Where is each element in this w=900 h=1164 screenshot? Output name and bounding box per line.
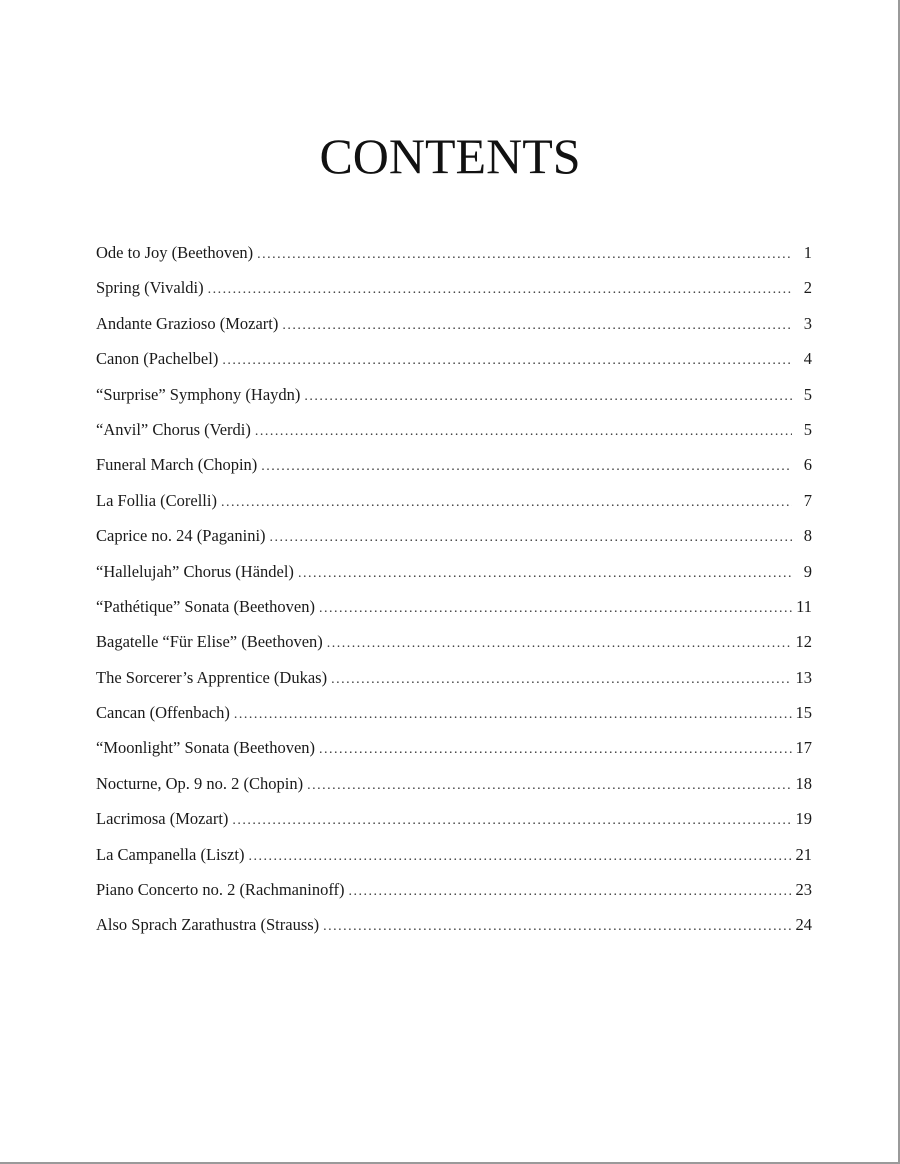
dot-leader [234, 701, 792, 729]
toc-entry-title: Funeral March (Chopin) [96, 455, 258, 475]
dot-leader [307, 772, 792, 800]
toc-entry-title: “Anvil” Chorus (Verdi) [96, 419, 251, 439]
dot-leader [222, 347, 792, 375]
dot-leader [319, 595, 792, 623]
dot-leader [208, 276, 792, 304]
toc-entry [96, 345, 812, 380]
toc-entry-title: “Moonlight” Sonata (Beethoven) [96, 738, 316, 758]
toc-entry-title: La Campanella (Liszt) [96, 844, 245, 864]
dot-leader [304, 383, 792, 411]
dot-leader [282, 312, 792, 340]
toc-entry-title: Bagatelle “Für Elise” (Beethoven) [96, 632, 323, 652]
toc-entry [96, 876, 812, 911]
toc-entry [96, 734, 812, 769]
toc-entry-page: 9 [803, 561, 812, 581]
toc-entry-title: The Sorcerer’s Apprentice (Dukas) [96, 667, 328, 687]
toc-entry-page: 21 [795, 844, 812, 864]
toc-entry [96, 805, 812, 840]
toc-entry [96, 911, 812, 946]
dot-leader [349, 878, 792, 906]
toc-entry-title: Cancan (Offenbach) [96, 703, 230, 723]
toc-entry [96, 451, 812, 486]
toc-entry-title: Ode to Joy (Beethoven) [96, 243, 254, 262]
dot-leader [298, 560, 792, 588]
toc-entry-page: 1 [803, 243, 812, 262]
toc-entry-title: “Surprise” Symphony (Haydn) [96, 384, 301, 404]
dot-leader [232, 807, 792, 835]
toc-entry [96, 416, 812, 451]
dot-leader [270, 524, 792, 552]
toc-entry [96, 628, 812, 663]
toc-entry-title: Andante Grazioso (Mozart) [96, 313, 279, 333]
table-of-contents [96, 239, 812, 947]
toc-entry [96, 274, 812, 309]
toc-entry [96, 310, 812, 345]
toc-entry [96, 770, 812, 805]
toc-entry-title: “Pathétique” Sonata (Beethoven) [96, 596, 316, 616]
toc-entry-title: Caprice no. 24 (Paganini) [96, 526, 266, 546]
toc-entry-page: 8 [803, 526, 812, 546]
toc-entry-title: “Hallelujah” Chorus (Händel) [96, 561, 294, 581]
toc-entry-page: 12 [795, 632, 812, 652]
toc-entry [96, 558, 812, 593]
toc-entry-page: 17 [795, 738, 812, 758]
dot-leader [319, 736, 792, 764]
toc-entry-page: 18 [795, 773, 812, 793]
dot-leader [255, 418, 792, 446]
toc-entry-title: Piano Concerto no. 2 (Rachmaninoff) [96, 880, 345, 900]
toc-entry-title: Nocturne, Op. 9 no. 2 (Chopin) [96, 773, 304, 793]
page-title: CONTENTS [319, 128, 581, 184]
toc-entry-page: 11 [796, 596, 812, 616]
toc-entry [96, 239, 812, 274]
dot-leader [221, 489, 792, 517]
toc-entry [96, 841, 812, 876]
toc-entry-page: 5 [803, 384, 812, 404]
toc-entry-title: Spring (Vivaldi) [96, 278, 204, 298]
toc-entry-page: 19 [795, 809, 812, 829]
toc-entry-page: 24 [795, 915, 812, 935]
toc-entry-page: 2 [803, 278, 812, 298]
toc-entry-title: Also Sprach Zarathustra (Strauss) [96, 915, 320, 935]
toc-entry-page: 4 [803, 349, 812, 369]
toc-entry [96, 522, 812, 557]
dot-leader [257, 241, 792, 269]
toc-entry-page: 6 [803, 455, 812, 475]
toc-entry-page: 5 [803, 419, 812, 439]
toc-entry-page: 13 [795, 667, 812, 687]
toc-entry-page: 3 [803, 313, 812, 333]
toc-entry [96, 593, 812, 628]
toc-entry-page: 23 [795, 880, 812, 900]
toc-entry [96, 664, 812, 699]
toc-entry [96, 699, 812, 734]
toc-entry-page: 15 [795, 703, 812, 723]
dot-leader [261, 453, 792, 481]
toc-entry [96, 381, 812, 416]
toc-entry [96, 487, 812, 522]
dot-leader [323, 913, 792, 941]
dot-leader [327, 630, 792, 658]
toc-entry-title: La Follia (Corelli) [96, 490, 217, 510]
dot-leader [331, 666, 792, 694]
toc-entry-page: 7 [803, 490, 812, 510]
toc-entry-title: Lacrimosa (Mozart) [96, 809, 229, 829]
dot-leader [248, 843, 792, 871]
toc-entry-title: Canon (Pachelbel) [96, 349, 219, 369]
